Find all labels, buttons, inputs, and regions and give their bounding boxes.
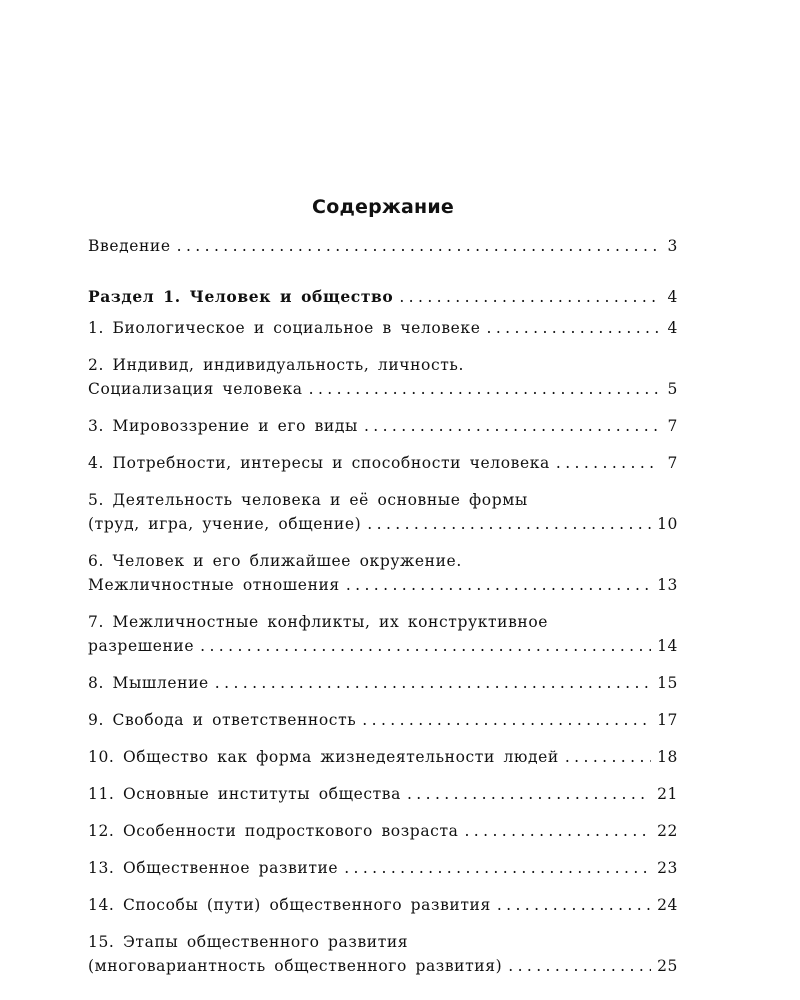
toc-entry-line <box>88 610 678 634</box>
toc-section-title: Раздел 1. Человек и общество <box>88 287 394 306</box>
toc-entry-line <box>88 634 678 658</box>
toc-entry-title: 1. Биологическое и социальное в человеке <box>88 319 481 337</box>
toc-entry[interactable] <box>88 893 678 917</box>
toc-entry-title: 5. Деятельность человека и её основные формы <box>88 491 528 509</box>
toc-entry-line <box>88 930 678 954</box>
toc-page-number: 4 <box>667 288 678 306</box>
dot-leader <box>565 745 651 769</box>
toc-entry-title: 8. Мышление <box>88 674 209 692</box>
toc-page-number: 3 <box>667 237 678 255</box>
toc-entry-title: 12. Особенности подросткового возраста <box>88 822 459 840</box>
toc-entry-line <box>88 573 678 597</box>
toc-entry-line <box>88 782 678 806</box>
toc-page-number: 13 <box>657 576 678 594</box>
toc-page-number: 15 <box>657 674 678 692</box>
toc-page-number: 22 <box>657 822 678 840</box>
dot-leader <box>309 377 660 401</box>
toc-entry-line <box>88 488 678 512</box>
toc-entries <box>88 316 678 978</box>
toc-page-number: 21 <box>657 785 678 803</box>
toc-entry-line <box>88 285 678 309</box>
toc-entry-line <box>88 954 678 978</box>
toc-entry[interactable] <box>88 451 678 475</box>
toc-entry-title: 6. Человек и его ближайшее окружение. <box>88 552 462 570</box>
toc-entry-title: Введение <box>88 237 171 255</box>
toc-entry-line <box>88 893 678 917</box>
toc-page-number: 7 <box>667 454 678 472</box>
dot-leader <box>200 634 651 658</box>
dot-leader <box>364 414 660 438</box>
dot-leader <box>508 954 651 978</box>
toc-entry-line <box>88 671 678 695</box>
dot-leader <box>556 451 660 475</box>
toc-entry[interactable] <box>88 316 678 340</box>
toc-entry-line <box>88 819 678 843</box>
dot-leader <box>487 316 661 340</box>
toc-entry-line <box>88 856 678 880</box>
toc-entry-title: 10. Общество как форма жизнедеятельности людей <box>88 748 559 766</box>
toc-page-number: 23 <box>657 859 678 877</box>
dot-leader <box>367 512 651 536</box>
dot-leader <box>407 782 651 806</box>
toc-page-number: 17 <box>657 711 678 729</box>
toc-entry-title: Социализация человека <box>88 380 303 398</box>
toc-entry[interactable] <box>88 819 678 843</box>
toc-entry-section[interactable] <box>88 285 678 309</box>
toc-entry[interactable] <box>88 782 678 806</box>
toc-entry-title: 2. Индивид, индивидуальность, личность. <box>88 356 464 374</box>
toc-entry-line <box>88 234 678 258</box>
toc-page-number: 25 <box>657 957 678 975</box>
dot-leader <box>497 893 651 917</box>
toc-entry-line <box>88 745 678 769</box>
dot-leader <box>344 856 651 880</box>
toc-page-number: 10 <box>657 515 678 533</box>
toc-page-number: 24 <box>657 896 678 914</box>
toc-page-number: 18 <box>657 748 678 766</box>
toc-entry-title: 15. Этапы общественного развития <box>88 933 409 951</box>
toc-entry[interactable] <box>88 414 678 438</box>
toc-entry-line <box>88 377 678 401</box>
toc-entry[interactable] <box>88 856 678 880</box>
dot-leader <box>399 285 660 309</box>
toc-entry-title: 4. Потребности, интересы и способности человека <box>88 454 550 472</box>
toc-entry-title: разрешение <box>88 637 195 655</box>
dot-leader <box>215 671 651 695</box>
dot-leader <box>362 708 651 732</box>
toc-entry-line <box>88 512 678 536</box>
toc-entry-title: 14. Способы (пути) общественного развития <box>88 896 491 914</box>
toc-entry-title: (многовариантность общественного развития) <box>88 957 503 975</box>
toc-entry[interactable] <box>88 353 678 401</box>
toc-title: Содержание <box>312 196 454 218</box>
toc-entry-title: 3. Мировоззрение и его виды <box>88 417 358 435</box>
toc-entry-line <box>88 549 678 573</box>
dot-leader <box>177 234 660 258</box>
toc-page-number: 7 <box>667 417 678 435</box>
toc-page <box>88 196 678 991</box>
toc-page-number: 5 <box>667 380 678 398</box>
toc-entry-title: 9. Свобода и ответственность <box>88 711 357 729</box>
dot-leader <box>346 573 651 597</box>
toc-entry-line <box>88 353 678 377</box>
toc-entry[interactable] <box>88 671 678 695</box>
toc-entry-title: 13. Общественное развитие <box>88 859 339 877</box>
toc-entry[interactable] <box>88 745 678 769</box>
toc-entry[interactable] <box>88 708 678 732</box>
toc-entry-line <box>88 451 678 475</box>
toc-entry-line <box>88 414 678 438</box>
toc-entry[interactable] <box>88 930 678 978</box>
toc-page-number: 14 <box>657 637 678 655</box>
toc-entry-line <box>88 316 678 340</box>
toc-list <box>88 234 678 978</box>
toc-entry-title: 11. Основные институты общества <box>88 785 401 803</box>
toc-entry[interactable] <box>88 488 678 536</box>
dot-leader <box>464 819 651 843</box>
toc-entry-title: (труд, игра, учение, общение) <box>88 515 362 533</box>
toc-entry[interactable] <box>88 610 678 658</box>
toc-entry-line <box>88 708 678 732</box>
toc-entry-intro[interactable] <box>88 234 678 258</box>
toc-entry[interactable] <box>88 549 678 597</box>
toc-page-number: 4 <box>667 319 678 337</box>
toc-entry-title: Межличностные отношения <box>88 576 340 594</box>
toc-entry-title: 7. Межличностные конфликты, их конструктивное <box>88 613 549 631</box>
